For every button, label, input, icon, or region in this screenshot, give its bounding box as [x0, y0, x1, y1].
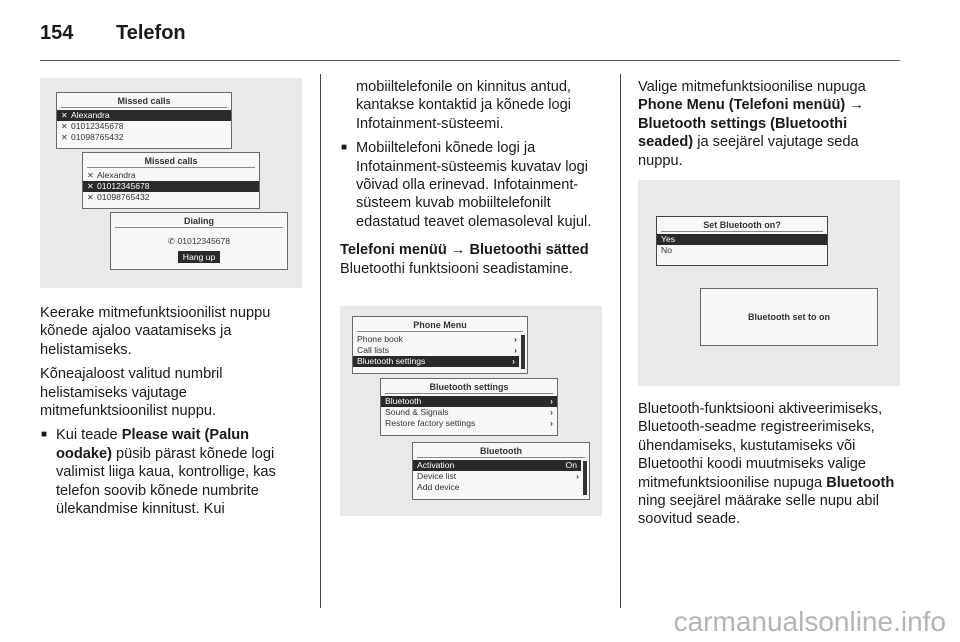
- screen-missed-calls-1: [56, 92, 232, 149]
- menu-item: Add device: [417, 482, 460, 492]
- list-item: ✕ 01098765432: [87, 192, 150, 202]
- activation-value: On: [565, 460, 577, 470]
- screen-bluetooth-confirm: [700, 288, 878, 346]
- column-3-text-top: [638, 78, 904, 176]
- menu-item: Phone book ›: [357, 334, 517, 344]
- list-item: ✕ Alexandra: [57, 110, 231, 121]
- figure-set-bluetooth: [638, 180, 900, 386]
- bullet-continuation: mobiiltelefonile on kinnitus antud, kantakse kontaktid ja kõnede logi Infotainment-süsteemi.: [356, 79, 571, 132]
- watermark: carmanualsonline.info: [673, 606, 946, 637]
- column-3-text-bottom: [638, 400, 906, 535]
- missed-call-icon: ✕: [87, 182, 94, 191]
- menu-item: Restore factory settings ›: [385, 418, 553, 428]
- paragraph: Keerake mitmefunktsioonilist nuppu kõnede ajaloo vaatamiseks ja helistamiseks.: [40, 305, 271, 358]
- chevron-right-icon: ›: [512, 356, 515, 366]
- chevron-right-icon: ›: [550, 396, 553, 406]
- menu-item: Call lists ›: [357, 345, 517, 355]
- missed-call-icon: ✕: [87, 171, 94, 180]
- section-heading: Telefoni menüü → Bluetoothi sätted: [340, 242, 589, 259]
- menu-item: Device list ›: [417, 471, 579, 481]
- chevron-right-icon: ›: [550, 418, 553, 428]
- missed-call-icon: ✕: [61, 122, 68, 131]
- missed-call-icon: ✕: [61, 111, 68, 120]
- chevron-right-icon: ›: [514, 334, 517, 344]
- chevron-right-icon: ›: [514, 345, 517, 355]
- list-item: ✕ 01012345678: [83, 181, 259, 192]
- dialing-number: 01012345678: [177, 236, 231, 246]
- screen-title: Bluetooth settings: [429, 382, 509, 392]
- chevron-right-icon: ›: [550, 407, 553, 417]
- screen-title: Bluetooth: [480, 446, 522, 456]
- paragraph: Bluetoothi funktsiooni seadistamine.: [340, 260, 573, 277]
- header-divider: [40, 60, 900, 61]
- screen-phone-menu: [352, 316, 528, 374]
- screen-bluetooth-settings: [380, 378, 558, 436]
- screen-title: Missed calls: [117, 96, 171, 106]
- menu-item: Activation On: [413, 460, 581, 471]
- screen-missed-calls-2: [82, 152, 260, 209]
- screen-dialing: [110, 212, 288, 270]
- confirm-message: Bluetooth set to on: [748, 312, 830, 322]
- screen-bluetooth: [412, 442, 590, 500]
- missed-call-icon: ✕: [87, 193, 94, 202]
- bullet-item: ■ Mobiiltelefoni kõnede logi ja Infotainment-süsteemis kuvatav logi võivad olla erinevad. Infotainment-süsteem kuvab mobiiltelefonilt edastatud teavet olemasoleval kujul.: [340, 139, 606, 231]
- page-number: 154: [40, 21, 74, 44]
- chapter-title: Telefon: [116, 21, 186, 44]
- screen-title: Dialing: [183, 216, 214, 226]
- column-divider: [620, 74, 621, 608]
- screen-title: Phone Menu: [413, 320, 467, 330]
- paragraph: Bluetooth-funktsiooni aktiveerimiseks, Bluetooth-seadme registreerimiseks, ühendamiseks, kustutamiseks või Bluetoothi koodi muutmiseks valige mitmefunktsioonilise nupuga Bluetooth ning seejärel määrake selle nupu abil soovitud seade.: [638, 401, 895, 528]
- paragraph: Valige mitmefunktsioonilise nupuga Phone Menu (Telefoni menüü) → Bluetooth settings (Bluetoothi seaded) ja seejärel vajutage seda nuppu.: [638, 79, 866, 169]
- screen-title: Missed calls: [144, 156, 198, 166]
- chevron-right-icon: ›: [576, 471, 579, 481]
- outgoing-call-icon: ✆: [167, 236, 178, 246]
- screen-set-bluetooth-dialog: [656, 216, 828, 266]
- dialog-title: Set Bluetooth on?: [703, 220, 781, 230]
- bullet-item: ■ Kui teade Please wait (Palun oodake) püsib pärast kõnede logi valimist liiga kaua, kontrollige, kas telefon soovib kõnede numbrite ülekandmise kinnitust. Kui: [40, 426, 308, 518]
- figure-phone-menu: [340, 306, 602, 516]
- missed-call-icon: ✕: [61, 133, 68, 142]
- paragraph: Kõneajaloost valitud numbril helistamiseks vajutage mitmefunktsioonilist nuppu.: [40, 366, 223, 420]
- column-2-text: [340, 78, 606, 284]
- list-item: ✕ Alexandra: [87, 170, 136, 180]
- hang-up-button: Hang up: [178, 251, 221, 263]
- list-item: ✕ 01098765432: [61, 132, 124, 142]
- list-item: ✕ 01012345678: [61, 121, 124, 131]
- figure-call-lists: [40, 78, 302, 288]
- scrollbar: [521, 335, 525, 369]
- column-divider: [320, 74, 321, 608]
- dialog-option: Yes: [657, 234, 827, 245]
- dialog-option: No: [661, 245, 672, 255]
- column-1-text: [40, 304, 308, 524]
- menu-item: Bluetooth settings ›: [353, 356, 519, 367]
- menu-item: Sound & Signals ›: [385, 407, 553, 417]
- menu-item: Bluetooth ›: [381, 396, 557, 407]
- scrollbar: [583, 461, 587, 495]
- page-header: [40, 18, 186, 48]
